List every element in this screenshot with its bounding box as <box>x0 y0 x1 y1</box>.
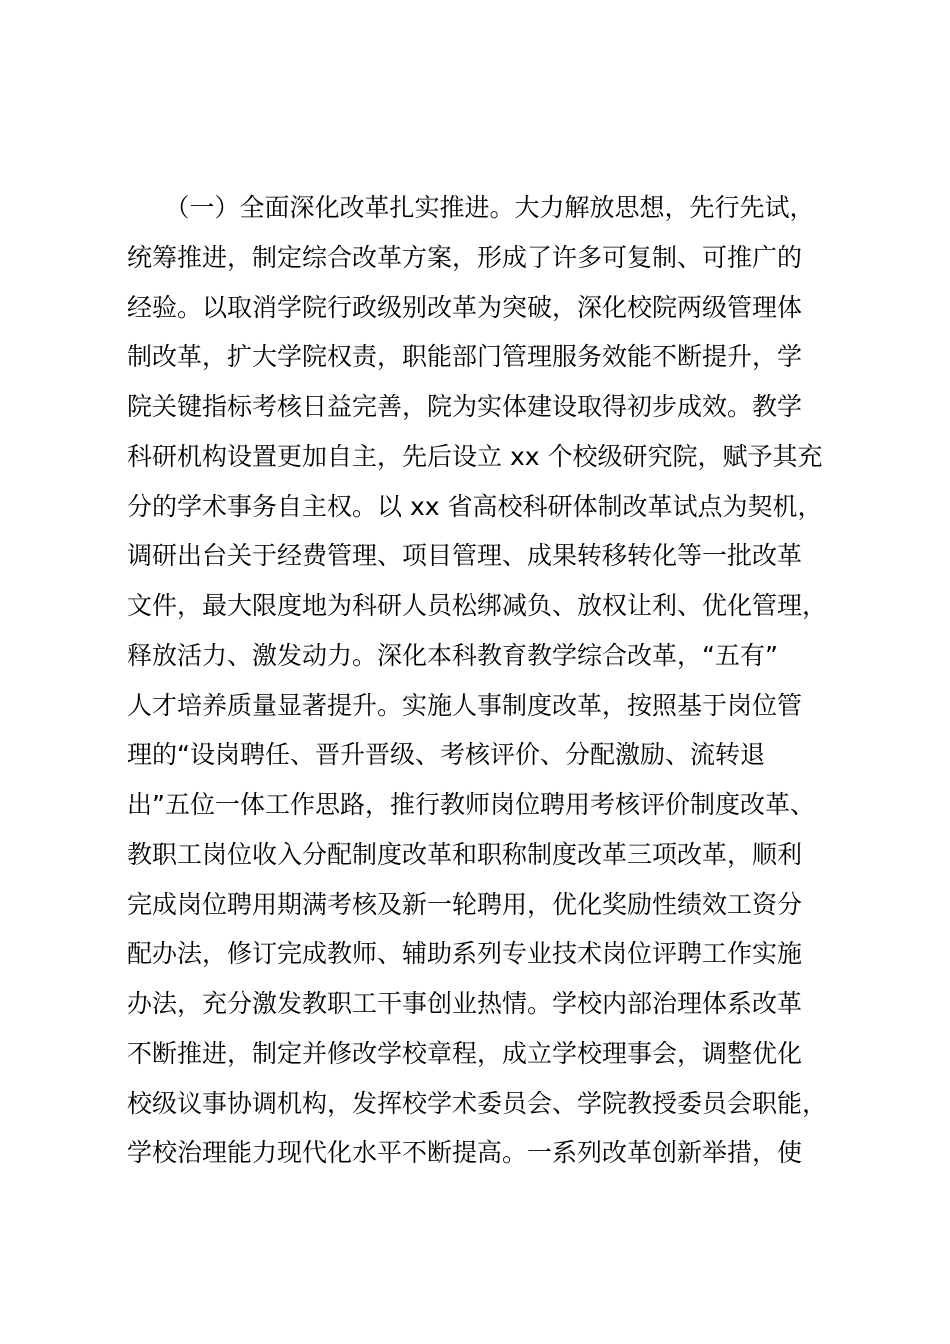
paragraph-line: 出”五位一体工作思路，推行教师岗位聘用考核评价制度改革、 <box>127 790 815 819</box>
paragraph-line: 院关键指标考核日益完善，院为实体建设取得初步成效。教学 <box>127 392 803 421</box>
paragraph-line: 学校治理能力现代化水平不断提高。一系列改革创新举措，使 <box>127 1138 803 1168</box>
paragraph-line: 释放活力、激发动力。深化本科教育教学综合改革，“五有” <box>127 640 778 670</box>
paragraph-line: 调研出台关于经费管理、项目管理、成果转移转化等一批改革 <box>127 541 803 571</box>
paragraph-line: 完成岗位聘用期满考核及新一轮聘用，优化奖励性绩效工资分 <box>127 889 803 919</box>
paragraph-line: 分的学术事务自主权。以 xx 省高校科研体制改革试点为契机， <box>127 491 823 521</box>
body-paragraph <box>127 183 867 1178</box>
paragraph-line: 配办法，修订完成教师、辅助系列专业技术岗位评聘工作实施 <box>127 939 803 969</box>
paragraph-line: 文件，最大限度地为科研人员松绑减负、放权让利、优化管理， <box>127 591 828 620</box>
paragraph-line: 人才培养质量显著提升。实施人事制度改革，按照基于岗位管 <box>127 690 803 720</box>
paragraph-line: 科研机构设置更加自主，先后设立 xx 个校级研究院，赋予其充 <box>127 441 823 471</box>
paragraph-line: 制改革，扩大学院权责，职能部门管理服务效能不断提升，学 <box>127 342 803 372</box>
paragraph-line: 办法，充分激发教职工干事创业热情。学校内部治理体系改革 <box>127 989 803 1018</box>
paragraph-line: 统筹推进，制定综合改革方案，形成了许多可复制、可推广的 <box>127 242 803 272</box>
paragraph-line: 经验。以取消学院行政级别改革为突破，深化校院两级管理体 <box>127 292 803 322</box>
paragraph-line: （一）全面深化改革扎实推进。大力解放思想，先行先试， <box>127 193 815 222</box>
paragraph-line: 不断推进，制定并修改学校章程，成立学校理事会，调整优化 <box>127 1038 803 1068</box>
paragraph-line: 教职工岗位收入分配制度改革和职称制度改革三项改革，顺利 <box>127 839 803 869</box>
paragraph-line: 理的“设岗聘任、晋升晋级、考核评价、分配激励、流转退 <box>127 740 765 770</box>
paragraph-line: 校级议事协调机构，发挥校学术委员会、学院教授委员会职能， <box>127 1088 828 1118</box>
